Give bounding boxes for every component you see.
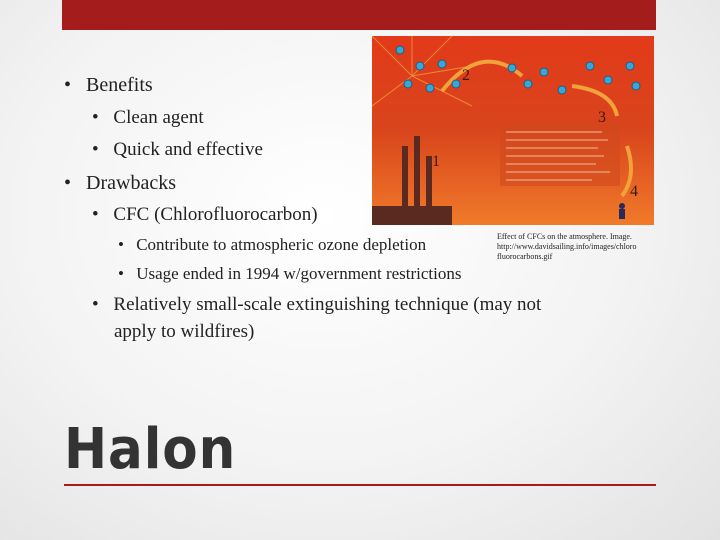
- bullet-clean-agent: [92, 107, 204, 129]
- bullet-small-scale-continued: [114, 321, 254, 343]
- step-number-2: 2: [462, 67, 470, 84]
- bullet-glyph: •: [92, 107, 99, 128]
- bullet-text: Drawbacks: [86, 172, 176, 194]
- caption-line: fluorocarbons.gif: [497, 252, 553, 261]
- bullet-text: CFC (Chlorofluorocarbon): [113, 204, 318, 225]
- top-accent-bar: [62, 0, 656, 30]
- bullet-glyph: •: [64, 74, 72, 96]
- caption-line: http://www.davidsailing.info/images/chloro: [497, 242, 637, 251]
- bullet-glyph: •: [64, 172, 72, 194]
- bullet-text: Contribute to atmospheric ozone depletion: [136, 235, 427, 254]
- bullet-cfc: [92, 204, 318, 226]
- step-number-4: 4: [630, 183, 638, 200]
- bullet-text: Quick and effective: [113, 139, 263, 160]
- bullet-text: Benefits: [86, 74, 153, 96]
- slide-title: Halon: [64, 417, 237, 482]
- cfc-ozone-diagram: [372, 36, 654, 225]
- image-caption: [497, 232, 697, 262]
- bullet-ozone-depletion: [118, 235, 426, 255]
- step-number-3: 3: [598, 109, 606, 126]
- bullet-benefits: [64, 74, 153, 97]
- bullet-text: Usage ended in 1994 w/government restrictions: [136, 264, 462, 283]
- caption-line: Effect of CFCs on the atmosphere. Image.: [497, 232, 632, 241]
- bullet-glyph: •: [92, 139, 99, 160]
- person-figure: [619, 203, 625, 219]
- bullet-glyph: •: [92, 204, 99, 225]
- bullet-text: apply to wildfires): [114, 321, 255, 342]
- bullet-usage-ended: [118, 264, 462, 284]
- bullet-text: Relatively small-scale extinguishing technique (may not: [113, 294, 542, 315]
- bullet-quick-effective: [92, 139, 263, 161]
- bullet-glyph: •: [92, 294, 99, 315]
- bottom-accent-rule: [64, 484, 656, 486]
- bullet-drawbacks: [64, 172, 176, 195]
- diagram-text-box: [500, 124, 620, 186]
- bullet-glyph: •: [118, 264, 124, 283]
- bullet-text: Clean agent: [113, 107, 204, 128]
- bullet-glyph: •: [118, 235, 124, 254]
- bullet-small-scale: [92, 294, 541, 316]
- step-number-1: 1: [432, 153, 440, 170]
